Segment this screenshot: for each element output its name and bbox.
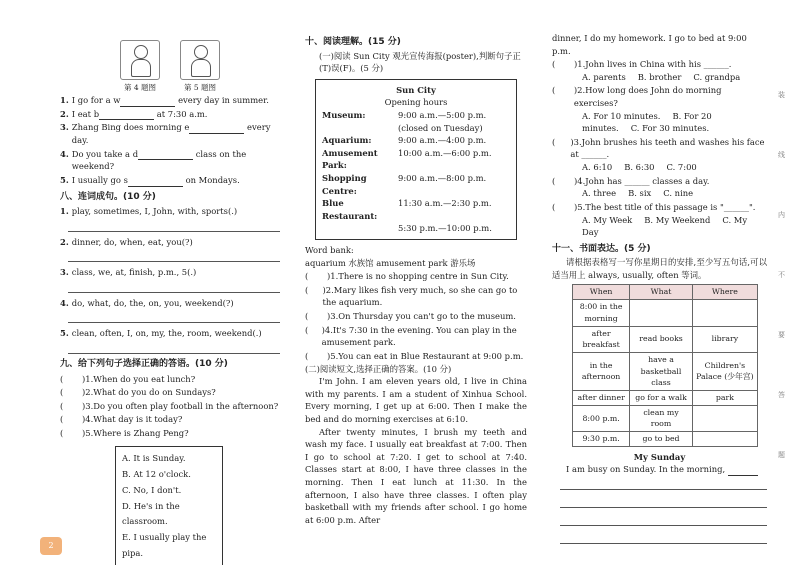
mc-option[interactable]: B. For 20 minutes. [582,110,712,134]
poster-place: Shopping Centre: [322,172,367,196]
binding-margin [776,0,792,565]
table-row [573,405,758,431]
section-10-title: 十、阅读理解。(15 分) [305,37,401,47]
table-cell: Children's Palace (少年宫) [692,352,757,390]
tf-question [305,270,527,283]
table-cell: after breakfast [573,326,630,352]
fig4-label: 第 4 题图 [123,83,156,92]
middle-column [305,0,527,565]
mc-question [552,201,767,214]
poster-row [322,147,510,172]
question-text: Do you take a d class on the weekend? [71,148,247,172]
question-text: I eat b at 7:30 a.m. [71,108,208,119]
section-9-title: 九、给下列句子选择正确的答语。(10 分) [60,359,228,370]
answer-line[interactable] [68,279,280,293]
table-cell: park [692,390,757,405]
girl-picture-5 [180,40,220,80]
tf-question [305,350,527,363]
question-number: 5. [60,328,69,339]
question-text: What day is it today? [93,414,183,425]
essay-start: I am busy on Sunday. In the morning, [552,463,767,476]
mc-question [552,136,767,161]
passage-paragraph-1: I'm John. I am eleven years old, I live in China with my parents. I am a student of Xinhua School. Every morning, I get up at 6:00. Then I make the bed and do morning exercises at 6:10. [305,376,527,424]
mc-option[interactable]: C. grandpa [693,71,741,82]
table-cell [692,432,757,447]
table-cell: read books [630,326,693,352]
match-question [60,373,280,386]
answer-blank[interactable] [99,110,154,120]
section-11-title: 十一、书面表达。(5 分) [552,243,651,254]
question-number: )3. [82,400,94,411]
margin-char: 答 [778,391,785,399]
question-number: 4. [60,297,69,308]
table-cell: after dinner [573,390,630,405]
writing-line[interactable] [560,530,767,544]
answer-paren[interactable]: ( [552,85,556,96]
poster-subtitle: Opening hours [384,97,448,108]
mc-question [552,84,767,109]
answer-paren[interactable]: ( [305,350,309,361]
table-cell [692,405,757,431]
mc-option[interactable]: A. My Week [582,214,633,225]
answer-line[interactable] [68,309,280,323]
question-text: )3.On Thursday you can't go to the museum. [327,311,516,322]
tf-question [305,310,527,323]
poster-place: Aquarium: [322,135,372,146]
question-number: 3. [60,267,69,278]
sunday-plan-table [572,284,758,446]
table-row [573,390,758,405]
left-column [60,0,280,565]
question-text: I usually go s on Mondays. [71,174,240,185]
question-text: When do you eat lunch? [93,373,196,384]
question-text: )4.John has ______ classes a day. [574,175,710,186]
mc-option[interactable]: C. My Day [582,214,748,238]
poster-hours: (closed on Tuesday) [398,122,483,133]
question-number: 3. [60,122,69,133]
question-number: 4. [60,148,69,159]
table-cell: 8:00 in the morning [573,300,630,326]
table-row [573,300,758,326]
match-question [60,400,280,413]
mc-options [552,161,767,174]
match-list [60,373,280,440]
question-number: )1. [82,373,94,384]
fig5-label: 第 5 题图 [184,83,217,92]
answer-option: C. No, I don't. [122,484,182,495]
table-cell: clean my room [630,405,693,431]
essay-title: My Sunday [633,451,686,462]
question-text: do, what, do, the, on, you, weekend(?) [71,297,234,308]
poster-hours: 9:00 a.m.—8:00 p.m. [398,172,487,183]
match-question [60,386,280,399]
question-pictures [60,40,280,80]
fill-question [60,174,280,187]
mc-option[interactable]: A. 6:10 [582,162,613,173]
answer-options-box [115,446,223,565]
answer-paren[interactable]: ( [552,201,556,212]
question-text: dinner, do, when, eat, you(?) [71,236,193,247]
passage-paragraph-2: After twenty minutes, I brush my teeth and wash my face. I usually eat breakfast at 7:00. Then I go to school at 7:20. I get to school at 7:40. Classes start at 8:00, I have three classes in the morning. Then I eat lunch at 11:30. In the afternoon, I also have three classes. I often play basketball with my friends after school. I go home at 6:00 p.m. After [305,426,527,525]
answer-paren[interactable]: ( [552,136,556,147]
poster-hours: 11:30 a.m.—2:30 p.m. [398,198,492,209]
match-question [60,413,280,426]
table-cell: 9:30 p.m. [573,432,630,447]
question-text: )4.It's 7:30 in the evening. You can play in the amusement park. [321,324,517,348]
table-cell: library [692,326,757,352]
answer-blank[interactable] [138,150,193,160]
question-text: )2.Mary likes fish very much, so she can go to the aquarium. [322,284,518,308]
poster-hours: 10:00 a.m.—6:00 p.m. [398,147,492,158]
word-order-question [60,297,280,310]
fill-question [60,94,280,107]
answer-paren[interactable]: ( [305,271,309,282]
fill-blank-list [60,94,280,186]
mc-options [552,214,767,239]
answer-option: D. He's in the classroom. [122,500,180,527]
multiple-choice-list [552,58,767,239]
answer-line[interactable] [68,218,280,232]
mc-option[interactable]: B. 6:30 [624,162,655,173]
question-number: )5. [82,428,94,438]
poster-row [322,222,510,235]
word-bank-entries: aquarium 水族馆 amusement park 游乐场 [305,257,476,268]
mc-options [552,110,767,135]
mc-option[interactable]: B. My Weekend [644,214,711,225]
answer-paren[interactable]: ( [60,414,64,425]
answer-paren[interactable]: ( [60,373,64,384]
poster-row [322,134,510,147]
answer-option: E. I usually play the pipa. [122,532,207,559]
answer-line[interactable] [68,248,280,262]
mc-options [552,71,767,84]
question-text: What do you do on Sundays? [93,387,216,398]
mc-option[interactable]: B. six [628,188,652,199]
table-row [573,432,758,447]
answer-paren[interactable]: ( [60,400,64,411]
margin-char: 题 [778,451,785,459]
girl-picture-4 [120,40,160,80]
answer-blank[interactable] [189,124,244,134]
mc-option[interactable]: A. parents [582,71,626,82]
answer-paren[interactable]: ( [305,324,309,335]
table-cell: in the afternoon [573,352,630,390]
question-text: Where is Zhang Peng? [93,428,189,438]
tf-question [305,284,527,309]
poster-place: Amusement Park: [322,147,378,171]
word-order-question [60,205,280,218]
true-false-list [305,270,527,362]
poster-place: Blue Restaurant: [322,198,378,221]
table-cell: 8:00 p.m. [573,405,630,431]
table-row [573,352,758,390]
question-text: )3.John brushes his teeth and washes his face at ______. [570,136,765,160]
poster-row [322,197,510,222]
question-text: )1.John lives in China with his ______. [574,59,732,70]
match-question [60,427,280,440]
margin-char: 内 [778,211,785,219]
poster-row [322,172,510,197]
mc-options [552,187,767,200]
question-text: )1.There is no shopping centre in Sun City. [327,271,509,282]
answer-option: B. At 12 o'clock. [122,468,191,479]
table-cell [692,300,757,326]
question-text: class, we, at, finish, p.m., 5(.) [71,267,197,278]
margin-char: 不 [778,271,785,279]
writing-line[interactable] [560,476,767,490]
poster-hours: 9:00 a.m.—5:00 p.m. [398,109,487,120]
mc-option[interactable]: C. 7:00 [666,162,697,173]
question-text: Zhang Bing does morning e every day. [71,122,271,146]
margin-char: 要 [778,331,785,339]
word-order-list [60,205,280,354]
margin-char: 装 [778,91,785,99]
poster-hours: 9:00 a.m.—4:00 p.m. [398,135,487,146]
word-order-question [60,236,280,249]
poster-place [322,222,398,235]
answer-paren[interactable]: ( [552,175,556,186]
answer-paren[interactable]: ( [60,428,64,438]
mc-question [552,175,767,188]
right-column [552,0,767,565]
tf-question [305,324,527,349]
word-order-question [60,266,280,279]
question-number: )2. [82,387,94,398]
writing-line[interactable] [560,494,767,508]
question-text: play, sometimes, I, John, with, sports(.) [71,206,238,217]
answer-option: A. It is Sunday. [122,452,186,463]
table-row [573,326,758,352]
poster-row [322,109,510,122]
mc-option[interactable]: C. For 30 minutes. [630,123,710,134]
answer-line[interactable] [68,340,280,354]
question-number: 1. [60,95,69,106]
table-cell: go for a walk [630,390,693,405]
passage-continuation: dinner, I do my homework. I go to bed at 9:00 p.m. [552,33,747,56]
question-text: )5.The best title of this passage is "______". [574,201,756,212]
fill-question [60,121,280,146]
answer-paren[interactable]: ( [305,284,309,295]
question-text: Do you often play football in the afternoon? [93,400,279,411]
table-header: Where [692,285,757,300]
answer-paren[interactable]: ( [552,59,556,70]
mc-option[interactable]: B. brother [637,71,682,82]
table-cell [630,300,693,326]
table-header: What [630,285,693,300]
part1-instructions: (一)阅读 Sun City 观光宣传海报(poster),判断句子正(T)误(F)。(5 分) [319,50,521,74]
question-number: 1. [60,206,69,217]
poster-title: Sun City [396,84,436,95]
table-cell: have a basketball class [630,352,693,390]
page-number: 2 [40,537,62,555]
answer-paren[interactable]: ( [305,311,309,322]
question-number: 5. [60,174,69,185]
writing-line[interactable] [560,512,767,526]
part2-instructions: (二)阅读短文,选择正确的答案。(10 分) [305,363,452,374]
section-8-title: 八、连词成句。(10 分) [60,191,156,202]
table-cell: go to bed [630,432,693,447]
question-number: 2. [60,108,69,119]
table-header: When [573,285,630,300]
mc-option[interactable]: C. nine [663,188,694,199]
question-number: 2. [60,236,69,247]
poster-hours: 5:30 p.m.—10:00 p.m. [398,223,492,234]
answer-blank[interactable] [120,97,175,107]
question-text: )5.You can eat in Blue Restaurant at 9:00 p.m. [327,350,524,361]
mc-option[interactable]: A. three [582,188,617,199]
question-text: clean, often, I, on, my, the, room, weekend(.) [71,328,262,339]
word-order-question [60,327,280,340]
fill-question [60,108,280,121]
question-number: )4. [82,414,94,425]
word-bank-label: Word bank: [305,245,354,256]
poster-place: Museum: [322,109,366,120]
sun-city-poster [315,79,517,240]
question-text: )2.How long does John do morning exercises? [573,85,722,109]
mc-question [552,58,767,71]
margin-char: 线 [778,151,785,159]
fill-question [60,148,280,173]
writing-task: 请根据表格写一写你星期日的安排,至少写五句话,可以适当用上 always, usually, often 等词。 [552,257,767,280]
poster-row [322,122,510,135]
poster-place [322,122,398,135]
mc-option[interactable]: A. For 10 minutes. [582,110,661,121]
question-text: I go for a w every day in summer. [71,95,269,106]
answer-paren[interactable]: ( [60,387,64,398]
answer-blank[interactable] [128,177,183,187]
